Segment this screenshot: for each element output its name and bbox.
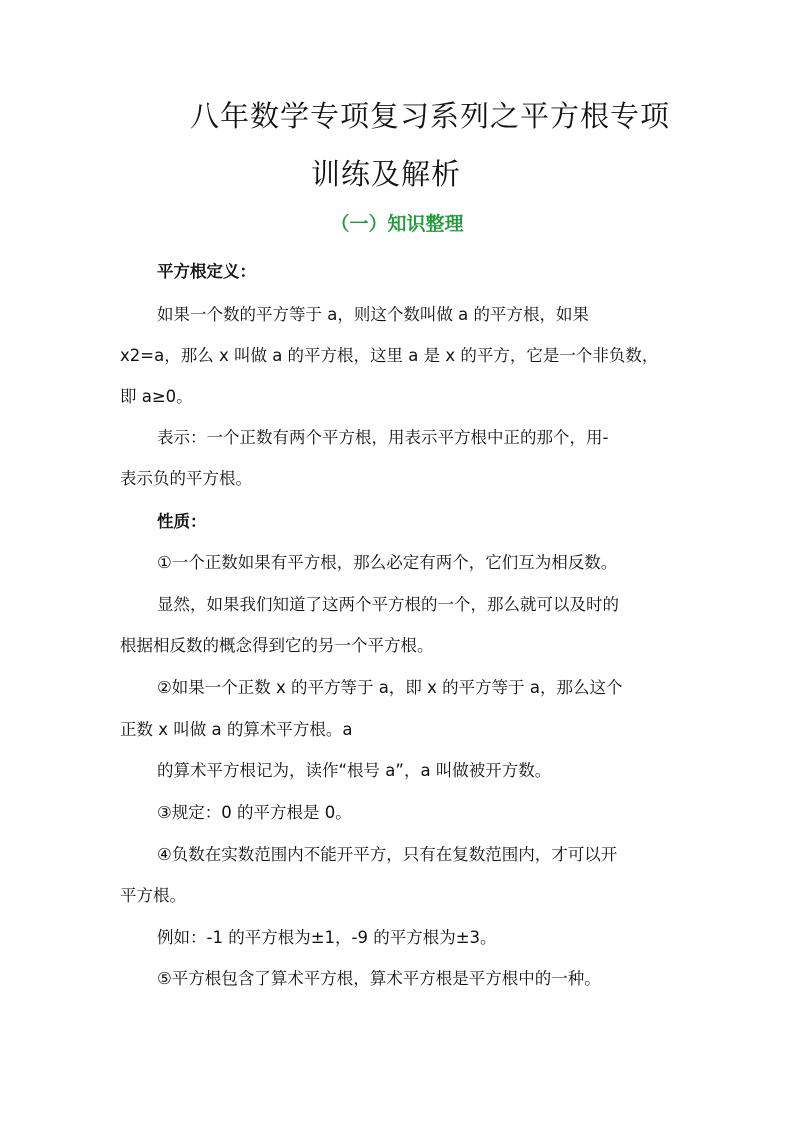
paragraph-line: 的算术平方根记为，读作“根号 a”，a 叫做被开方数。 [157,761,552,780]
document-title-line-2: 训练及解析 [310,157,461,191]
paragraph-line: ⑤平方根包含了算术平方根，算术平方根是平方根中的一种。 [157,969,601,988]
paragraph-line: x2=a，那么 x 叫做 a 的平方根，这里 a 是 x 的平方，它是一个非负数， [120,346,659,365]
paragraph-line: 表示负的平方根。 [120,469,252,488]
paragraph-line: ④负数在实数范围内不能开平方，只有在复数范围内，才可以开 [157,845,618,864]
paragraph-line: 表示：一个正数有两个平方根，用表示平方根中正的那个，用- [157,428,609,447]
document-title-line-1: 八年数学专项复习系列之平方根专项 [189,99,670,133]
paragraph-line: ①一个正数如果有平方根，那么必定有两个，它们互为相反数。 [157,553,618,572]
paragraph-line: 平方根。 [120,886,186,905]
paragraph-line: 例如：-1 的平方根为±1，-9 的平方根为±3。 [157,928,497,947]
paragraph-line: 平方根定义： [157,262,256,281]
paragraph-line: 如果一个数的平方等于 a，则这个数叫做 a 的平方根，如果 [157,305,589,324]
paragraph-line: ③规定：0 的平方根是 0。 [157,803,352,822]
paragraph-line: ②如果一个正数 x 的平方等于 a，即 x 的平方等于 a，那么这个 [157,678,623,697]
paragraph-line: 即 a≥0。 [120,387,193,406]
paragraph-line: 正数 x 叫做 a 的算术平方根。a [120,720,353,739]
paragraph-line: 显然，如果我们知道了这两个平方根的一个，那么就可以及时的 [157,595,619,614]
paragraph-line: 性质： [157,512,207,531]
paragraph-line: 根据相反数的概念得到它的另一个平方根。 [120,636,434,655]
section-heading: （一）知识整理 [330,213,464,235]
